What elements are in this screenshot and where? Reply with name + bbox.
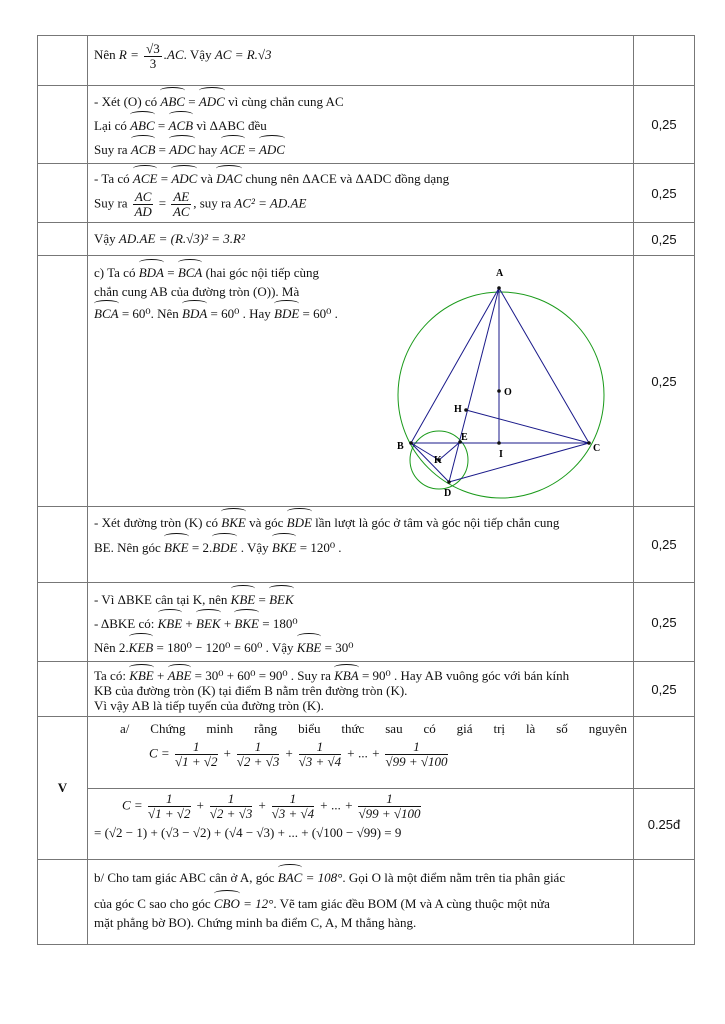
text-line: - Vì ΔBKE cân tại K, nên KBE = BEK xyxy=(94,586,627,610)
angle: BDE xyxy=(212,534,237,559)
geometry-figure xyxy=(393,264,623,499)
segment-dc xyxy=(449,443,589,482)
angle: BKE xyxy=(234,610,259,634)
table-row xyxy=(38,507,695,583)
segment-bd xyxy=(411,443,449,482)
text-line: BE. Nên góc BKE = 2.BDE . Vậy BKE = 120⁰ . xyxy=(94,534,627,559)
text-line: của góc C sao cho góc CBO = 12°. Vẽ tam giác đều BOM (M và A cùng thuộc một nửa xyxy=(94,891,627,913)
fraction: $\frac{AE}{AC}$ xyxy=(172,189,190,219)
angle: DAC xyxy=(216,166,242,188)
text: Vậy xyxy=(94,231,116,246)
table-row xyxy=(38,789,695,860)
angle: BDE xyxy=(287,509,312,534)
table-row xyxy=(38,583,695,662)
formula: AC² = AD.AE xyxy=(234,195,307,211)
segment-ad xyxy=(449,288,499,482)
table-row xyxy=(38,86,695,164)
point-b xyxy=(409,441,413,445)
angle: ABC xyxy=(160,88,185,112)
angle: KBE xyxy=(297,634,322,658)
angle: BEK xyxy=(269,586,294,610)
angle: BAC xyxy=(278,865,303,887)
point-o xyxy=(497,389,501,393)
angle: ACB xyxy=(131,136,156,160)
angle: BKE xyxy=(272,534,297,559)
score: 0,25 xyxy=(634,583,695,662)
angle: CBO xyxy=(214,891,240,913)
text-line: Suy ra $\frac{AC}{AD}$ = $\frac{AE}{AC}$ , suy ra AC² = AD.AE xyxy=(94,189,307,219)
text-line: - ΔBKE có: KBE + BEK + BKE = 180⁰ xyxy=(94,610,627,634)
text: . Vậy xyxy=(183,47,212,63)
label-e: E xyxy=(461,432,468,443)
table-row xyxy=(38,36,695,86)
point-a xyxy=(497,286,501,290)
text-line: Ta có: KBE + ABE = 30⁰ + 60⁰ = 90⁰ . Suy ra KBA = 90⁰ . Hay AB vuông góc với bán kính xyxy=(94,665,627,683)
formula: AD.AE = (R.√3)² = 3.R² xyxy=(118,231,245,246)
table-row xyxy=(38,223,695,256)
angle: ACE xyxy=(221,136,246,160)
text-line: - Xét (O) có ABC = ADC vì cùng chắn cung AC xyxy=(94,88,627,112)
text-line: Lại có ABC = ACB vì ΔABC đều xyxy=(94,112,627,136)
angle: KBE xyxy=(158,610,183,634)
formula: = (√2 − 1) + (√3 − √2) + (√4 − √3) + ... + (√100 − √99) = 9 xyxy=(94,825,402,840)
text-line: c) Ta có BDA = BCA (hai góc nội tiếp cùng xyxy=(94,260,627,282)
label-c: C xyxy=(593,443,601,454)
fraction: $\frac{√3}{3}$ xyxy=(146,41,160,71)
score: 0,25 xyxy=(634,164,695,223)
angle: BKE xyxy=(221,509,246,534)
score: 0.25đ xyxy=(634,789,695,860)
angle: ACB xyxy=(169,112,194,136)
label-b: B xyxy=(397,441,404,452)
table-row xyxy=(38,164,695,223)
text-line: mặt phẳng bờ BO). Chứng minh ba điểm C, A, M thẳng hàng. xyxy=(94,915,417,930)
angle: BDE xyxy=(274,301,299,323)
angle: KBE xyxy=(231,586,256,610)
formula: R = xyxy=(118,47,139,63)
text-line: b/ Cho tam giác ABC cân ở A, góc BAC = 108°. Gọi O là một điểm nằm trên tia phân giác xyxy=(94,865,627,887)
angle: ACE xyxy=(133,166,158,188)
angle: BCA xyxy=(94,301,119,323)
label-i: I xyxy=(499,449,503,460)
score: 0,25 xyxy=(634,507,695,583)
text-line: - Ta có ACE = ADC và DAC chung nên ΔACE và ΔADC đồng dạng xyxy=(94,166,627,188)
angle: BCA xyxy=(178,260,203,282)
angle: ABE xyxy=(168,665,192,683)
angle: ADC xyxy=(171,166,197,188)
text-line: Suy ra ACB = ADC hay ACE = ADC xyxy=(94,136,627,160)
angle: KEB xyxy=(129,634,154,658)
angle: BDA xyxy=(139,260,164,282)
angle: KBE xyxy=(129,665,154,683)
score: 0,25 xyxy=(634,256,695,507)
answer-table xyxy=(37,35,695,945)
fraction: $\frac{AC}{AD}$ xyxy=(134,189,152,219)
triangle-abc xyxy=(411,288,589,443)
text-line: - Xét đường tròn (K) có BKE và góc BDE lần lượt là góc ở tâm và góc nội tiếp chắn cung xyxy=(94,509,627,534)
formula: AC = R.√3 xyxy=(214,47,272,63)
angle: KBA xyxy=(334,665,359,683)
angle: ADC xyxy=(199,88,225,112)
score: 0,25 xyxy=(634,86,695,164)
label-k: K xyxy=(434,455,442,466)
label-o: O xyxy=(504,387,512,398)
score: 0,25 xyxy=(634,662,695,717)
angle: ADC xyxy=(259,136,285,160)
text-line: chắn cung AB của đường tròn (O)). Mà xyxy=(94,284,300,299)
text-line: Nên 2.KEB = 180⁰ − 120⁰ = 60⁰ . Vậy KBE = 30⁰ xyxy=(94,634,627,658)
table-row xyxy=(38,860,695,945)
angle: BKE xyxy=(164,534,189,559)
formula: C = $\frac{1}{√1 + √2}$ + $\frac{1}{√2 + √3}$ + $\frac{1}{√3 + √4}$ + ... + $\frac{1}{√99 + √100}$ xyxy=(122,791,421,821)
angle: ABC xyxy=(130,112,155,136)
formula: .AC xyxy=(163,47,184,63)
point-i xyxy=(497,441,501,445)
angle: BDA xyxy=(182,301,207,323)
label-a: A xyxy=(496,268,504,279)
angle: ADC xyxy=(169,136,195,160)
text-line: a/ Chứng minh rằng biểu thức sau có giá trị là số nguyên xyxy=(120,721,627,736)
angle: BEK xyxy=(196,610,221,634)
label-h: H xyxy=(454,404,462,415)
section-label: V xyxy=(38,717,88,860)
text-line: Vì vậy AB là tiếp tuyến của đường tròn (K). xyxy=(94,698,324,713)
point-c xyxy=(587,441,591,445)
score: 0,25 xyxy=(634,223,695,256)
table-row xyxy=(38,256,695,507)
text-line: KB của đường tròn (K) tại điểm B nằm trên đường tròn (K). xyxy=(94,683,408,698)
label-d: D xyxy=(444,488,452,499)
text-line: BCA = 60⁰. Nên BDA = 60⁰ . Hay BDE = 60⁰ . xyxy=(94,301,627,323)
segment-ch xyxy=(466,410,589,443)
point-d xyxy=(447,480,451,484)
table-row xyxy=(38,662,695,717)
point-h xyxy=(464,408,468,412)
table-row xyxy=(38,717,695,789)
formula: C = $\frac{1}{√1 + √2}$ + $\frac{1}{√2 + √3}$ + $\frac{1}{√3 + √4}$ + ... + $\frac{1}{√99 + √100}$ xyxy=(149,739,448,769)
text: Nên xyxy=(94,47,116,63)
